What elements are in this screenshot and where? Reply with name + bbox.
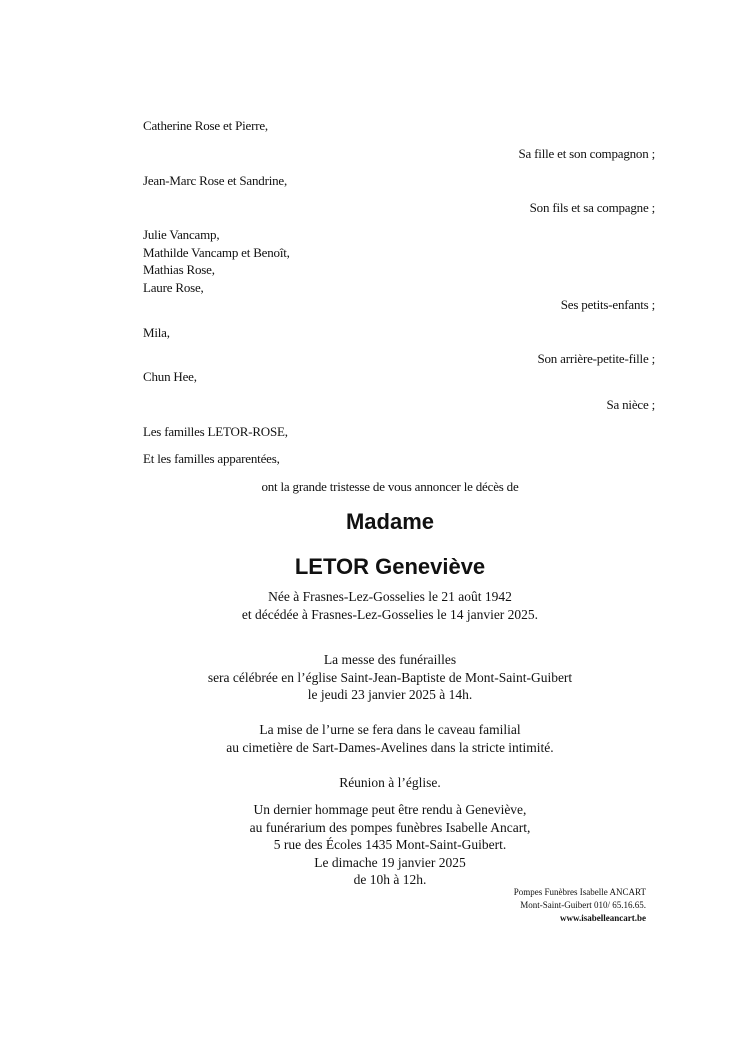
urn-block bbox=[0, 721, 744, 756]
deceased-title: Madame bbox=[345, 509, 435, 534]
daughter-role: Sa fille et son compagnon ; bbox=[518, 146, 655, 161]
related-families-line: Et les familles apparentées, bbox=[143, 451, 280, 466]
son-role: Son fils et sa compagne ; bbox=[529, 200, 655, 215]
funeral-block bbox=[0, 651, 744, 704]
life-dates bbox=[0, 588, 744, 623]
grandchild-4: Laure Rose, bbox=[143, 280, 204, 295]
funeral-line-1: La messe des funérailles bbox=[323, 652, 457, 667]
tribute-line-4: Le dimache 19 janvier 2025 bbox=[314, 854, 466, 870]
footer-company: Pompes Funèbres Isabelle ANCART bbox=[513, 887, 646, 897]
birth-line: Née à Frasnes-Lez-Gosselies le 21 août 1942 bbox=[268, 589, 512, 604]
niece-name: Chun Hee, bbox=[143, 369, 197, 384]
funeral-home-footer bbox=[514, 886, 646, 925]
death-line: et décédée à Frasnes-Lez-Gosselies le 14 janvier 2025. bbox=[241, 606, 539, 622]
tribute-line-2: au funérarium des pompes funèbres Isabelle Ancart, bbox=[249, 819, 531, 835]
footer-website: www.isabelleancart.be bbox=[560, 913, 646, 923]
great-grandchild-name: Mila, bbox=[143, 325, 170, 340]
meeting-block bbox=[0, 774, 744, 792]
urn-line-2: au cimetière de Sart-Dames-Avelines dans la stricte intimité. bbox=[226, 739, 554, 755]
urn-line-1: La mise de l’urne se fera dans le caveau familial bbox=[259, 722, 521, 737]
grandchildren-role: Ses petits-enfants ; bbox=[560, 297, 655, 312]
daughter-name: Catherine Rose et Pierre, bbox=[143, 118, 268, 133]
grandchild-3: Mathias Rose, bbox=[143, 262, 215, 277]
meeting-line: Réunion à l’église. bbox=[339, 775, 441, 790]
great-grandchild-role: Son arrière-petite-fille ; bbox=[537, 351, 655, 366]
footer-phone: Mont-Saint-Guibert 010/ 65.16.65. bbox=[520, 900, 646, 910]
tribute-line-3: 5 rue des Écoles 1435 Mont-Saint-Guibert. bbox=[273, 837, 507, 852]
funeral-line-3: le jeudi 23 janvier 2025 à 14h. bbox=[307, 687, 473, 702]
tribute-line-5: de 10h à 12h. bbox=[353, 872, 427, 887]
announcement-text: ont la grande tristesse de vous annoncer le décès de bbox=[261, 479, 519, 494]
funeral-line-2: sera célébrée en l’église Saint-Jean-Baptiste de Mont-Saint-Guibert bbox=[207, 669, 573, 685]
niece-role: Sa nièce ; bbox=[606, 397, 655, 412]
tribute-block bbox=[0, 801, 744, 889]
grandchild-1: Julie Vancamp, bbox=[143, 227, 220, 242]
son-name: Jean-Marc Rose et Sandrine, bbox=[143, 173, 288, 188]
deceased-name: LETOR Geneviève bbox=[294, 554, 486, 579]
families-line: Les familles LETOR-ROSE, bbox=[143, 424, 288, 439]
tribute-line-1: Un dernier hommage peut être rendu à Geneviève, bbox=[253, 802, 527, 817]
grandchild-2: Mathilde Vancamp et Benoît, bbox=[143, 245, 290, 260]
